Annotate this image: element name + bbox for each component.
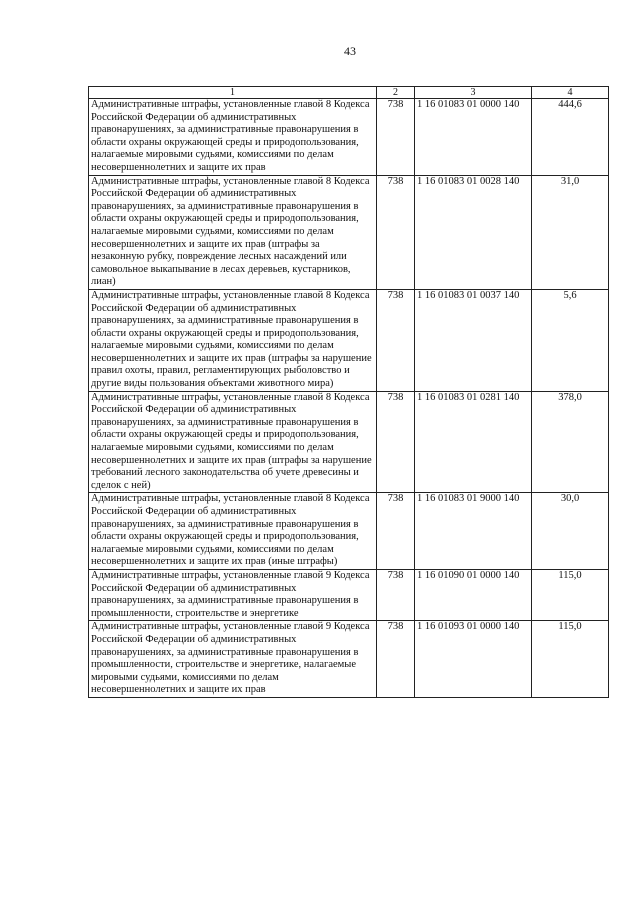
row-sum: 31,0 [532, 175, 609, 289]
row-admin-code: 738 [377, 391, 415, 493]
row-sum: 115,0 [532, 621, 609, 698]
row-name: Административные штрафы, установленные главой 8 Кодекса Российской Федерации об административных правонарушениях, за административные правонарушения в области охраны окружающей среды и природопользования, налагаемые мировыми судьями, комиссиями по делам несовершеннолетних и защите их прав (иные штрафы) [89, 493, 377, 570]
row-budget-code: 1 16 01083 01 0028 140 [415, 175, 532, 289]
row-name: Административные штрафы, установленные главой 9 Кодекса Российской Федерации об административных правонарушениях, за административные правонарушения в промышленности, строительстве и энергетике [89, 569, 377, 620]
row-budget-code: 1 16 01083 01 0000 140 [415, 99, 532, 176]
table-row [89, 569, 609, 620]
table-row [89, 391, 609, 493]
row-name: Административные штрафы, установленные главой 8 Кодекса Российской Федерации об административных правонарушениях, за административные правонарушения в области охраны окружающей среды и природопользования, налагаемые мировыми судьями, комиссиями по делам несовершеннолетних и защите их прав (штрафы за нарушение правил охоты, правил, регламентирующих рыболовство и другие виды пользования объектами животного мира) [89, 289, 377, 391]
row-budget-code: 1 16 01090 01 0000 140 [415, 569, 532, 620]
row-name: Административные штрафы, установленные главой 8 Кодекса Российской Федерации об административных правонарушениях, за административные правонарушения в области охраны окружающей среды и природопользования, налагаемые мировыми судьями, комиссиями по делам несовершеннолетних и защите их прав (штрафы за нарушение требований лесного законодательства об учете древесины и сделок с ней) [89, 391, 377, 493]
header-col-4: 4 [532, 87, 609, 99]
table-row [89, 289, 609, 391]
table-row [89, 99, 609, 176]
row-name: Административные штрафы, установленные главой 8 Кодекса Российской Федерации об административных правонарушениях, за административные правонарушения в области охраны окружающей среды и природопользования, налагаемые мировыми судьями, комиссиями по делам несовершеннолетних и защите их прав (штрафы за незаконную рубку, повреждение лесных насаждений или самовольное выкапывание в лесах деревьев, кустарников, лиан) [89, 175, 377, 289]
row-sum: 378,0 [532, 391, 609, 493]
row-admin-code: 738 [377, 289, 415, 391]
row-name: Административные штрафы, установленные главой 8 Кодекса Российской Федерации об административных правонарушениях, за административные правонарушения в области охраны окружающей среды и природопользования, налагаемые мировыми судьями, комиссиями по делам несовершеннолетних и защите их прав [89, 99, 377, 176]
header-col-3: 3 [415, 87, 532, 99]
row-budget-code: 1 16 01083 01 9000 140 [415, 493, 532, 570]
table-row [89, 175, 609, 289]
row-admin-code: 738 [377, 621, 415, 698]
revenue-table [88, 86, 609, 698]
row-sum: 444,6 [532, 99, 609, 176]
row-sum: 115,0 [532, 569, 609, 620]
row-name: Административные штрафы, установленные главой 9 Кодекса Российской Федерации об административных правонарушениях, за административные правонарушения в промышленности, строительстве и энергетике, налагаемые мировыми судьями, комиссиями по делам несовершеннолетних и защите их прав [89, 621, 377, 698]
row-sum: 30,0 [532, 493, 609, 570]
row-budget-code: 1 16 01093 01 0000 140 [415, 621, 532, 698]
row-budget-code: 1 16 01083 01 0037 140 [415, 289, 532, 391]
table-row [89, 621, 609, 698]
row-admin-code: 738 [377, 569, 415, 620]
header-col-2: 2 [377, 87, 415, 99]
row-admin-code: 738 [377, 493, 415, 570]
header-col-1: 1 [89, 87, 377, 99]
row-admin-code: 738 [377, 99, 415, 176]
table-row [89, 493, 609, 570]
row-budget-code: 1 16 01083 01 0281 140 [415, 391, 532, 493]
page-number: 43 [344, 44, 356, 58]
row-admin-code: 738 [377, 175, 415, 289]
table-header-row [89, 87, 609, 99]
row-sum: 5,6 [532, 289, 609, 391]
